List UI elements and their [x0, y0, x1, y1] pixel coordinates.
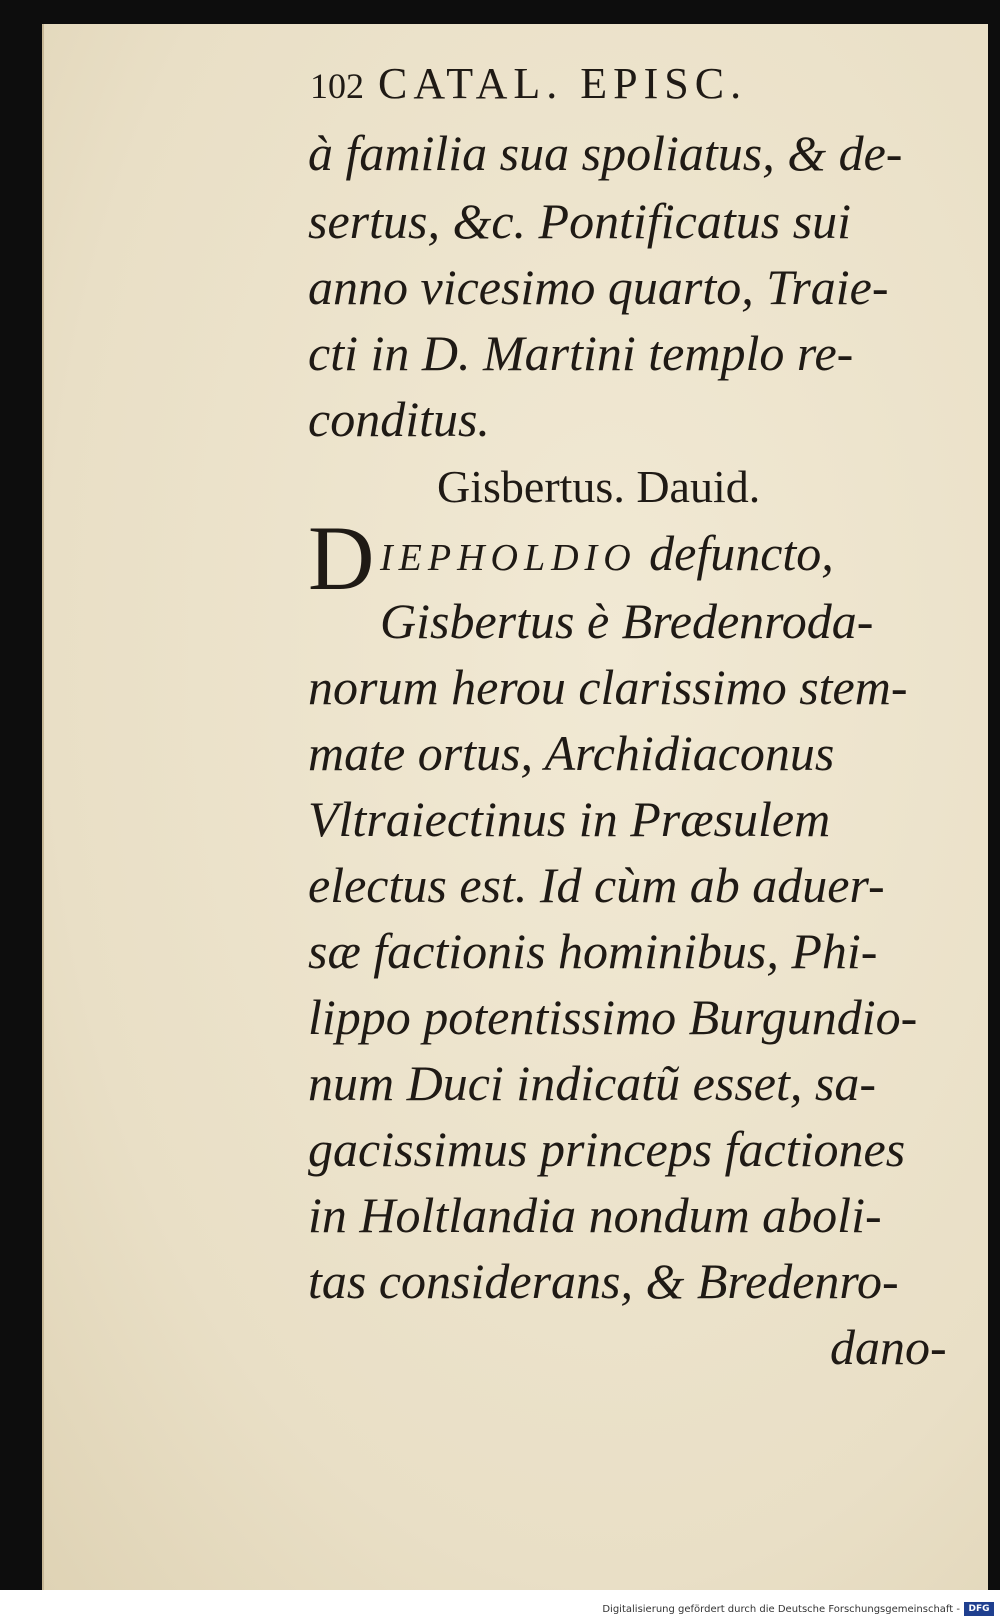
text-line: num Duci indicatũ esset, sa- [308, 1055, 876, 1111]
text-line: norum herou clarissimo stem- [308, 659, 908, 715]
text-line: lippo potentissimo Burgundio- [308, 989, 918, 1045]
text-line: gacissimus princeps factiones [308, 1121, 906, 1177]
section-heading: Gisbertus. Dauid. [437, 461, 761, 512]
drop-initial: D [308, 507, 375, 609]
first-line-rest: defuncto, [649, 525, 834, 581]
text-line: sæ factionis hominibus, Phi- [308, 923, 878, 979]
text-line: anno vicesimo quarto, Traie- [308, 259, 889, 315]
text-line: sertus, &c. Pontificatus sui [308, 193, 852, 249]
text-line: mate ortus, Archidiaconus [308, 725, 835, 781]
dfg-logo: DFG [964, 1602, 994, 1616]
first-line-caps: IEPHOLDIO [380, 537, 637, 579]
text-line: electus est. Id cùm ab aduer- [308, 857, 885, 913]
catchword: dano- [830, 1319, 947, 1375]
running-head [310, 58, 747, 109]
text-line: conditus. [308, 391, 490, 447]
running-title: CATAL. EPISC. [378, 59, 748, 108]
text-line: Vltraiectinus in Præsulem [308, 791, 831, 847]
text-line: in Holtlandia nondum aboli- [308, 1187, 882, 1243]
text-line: cti in D. Martini templo re- [308, 325, 854, 381]
text-line: Gisbertus è Bredenroda- [380, 593, 874, 649]
page-number: 102 [310, 66, 364, 106]
text-line: à familia sua spoliatus, & de- [308, 125, 903, 181]
first-line [380, 525, 834, 581]
text-line: tas considerans, & Bredenro- [308, 1253, 899, 1309]
digitization-credit: Digitalisierung gefördert durch die Deutsche Forschungsgemeinschaft - [602, 1604, 960, 1615]
